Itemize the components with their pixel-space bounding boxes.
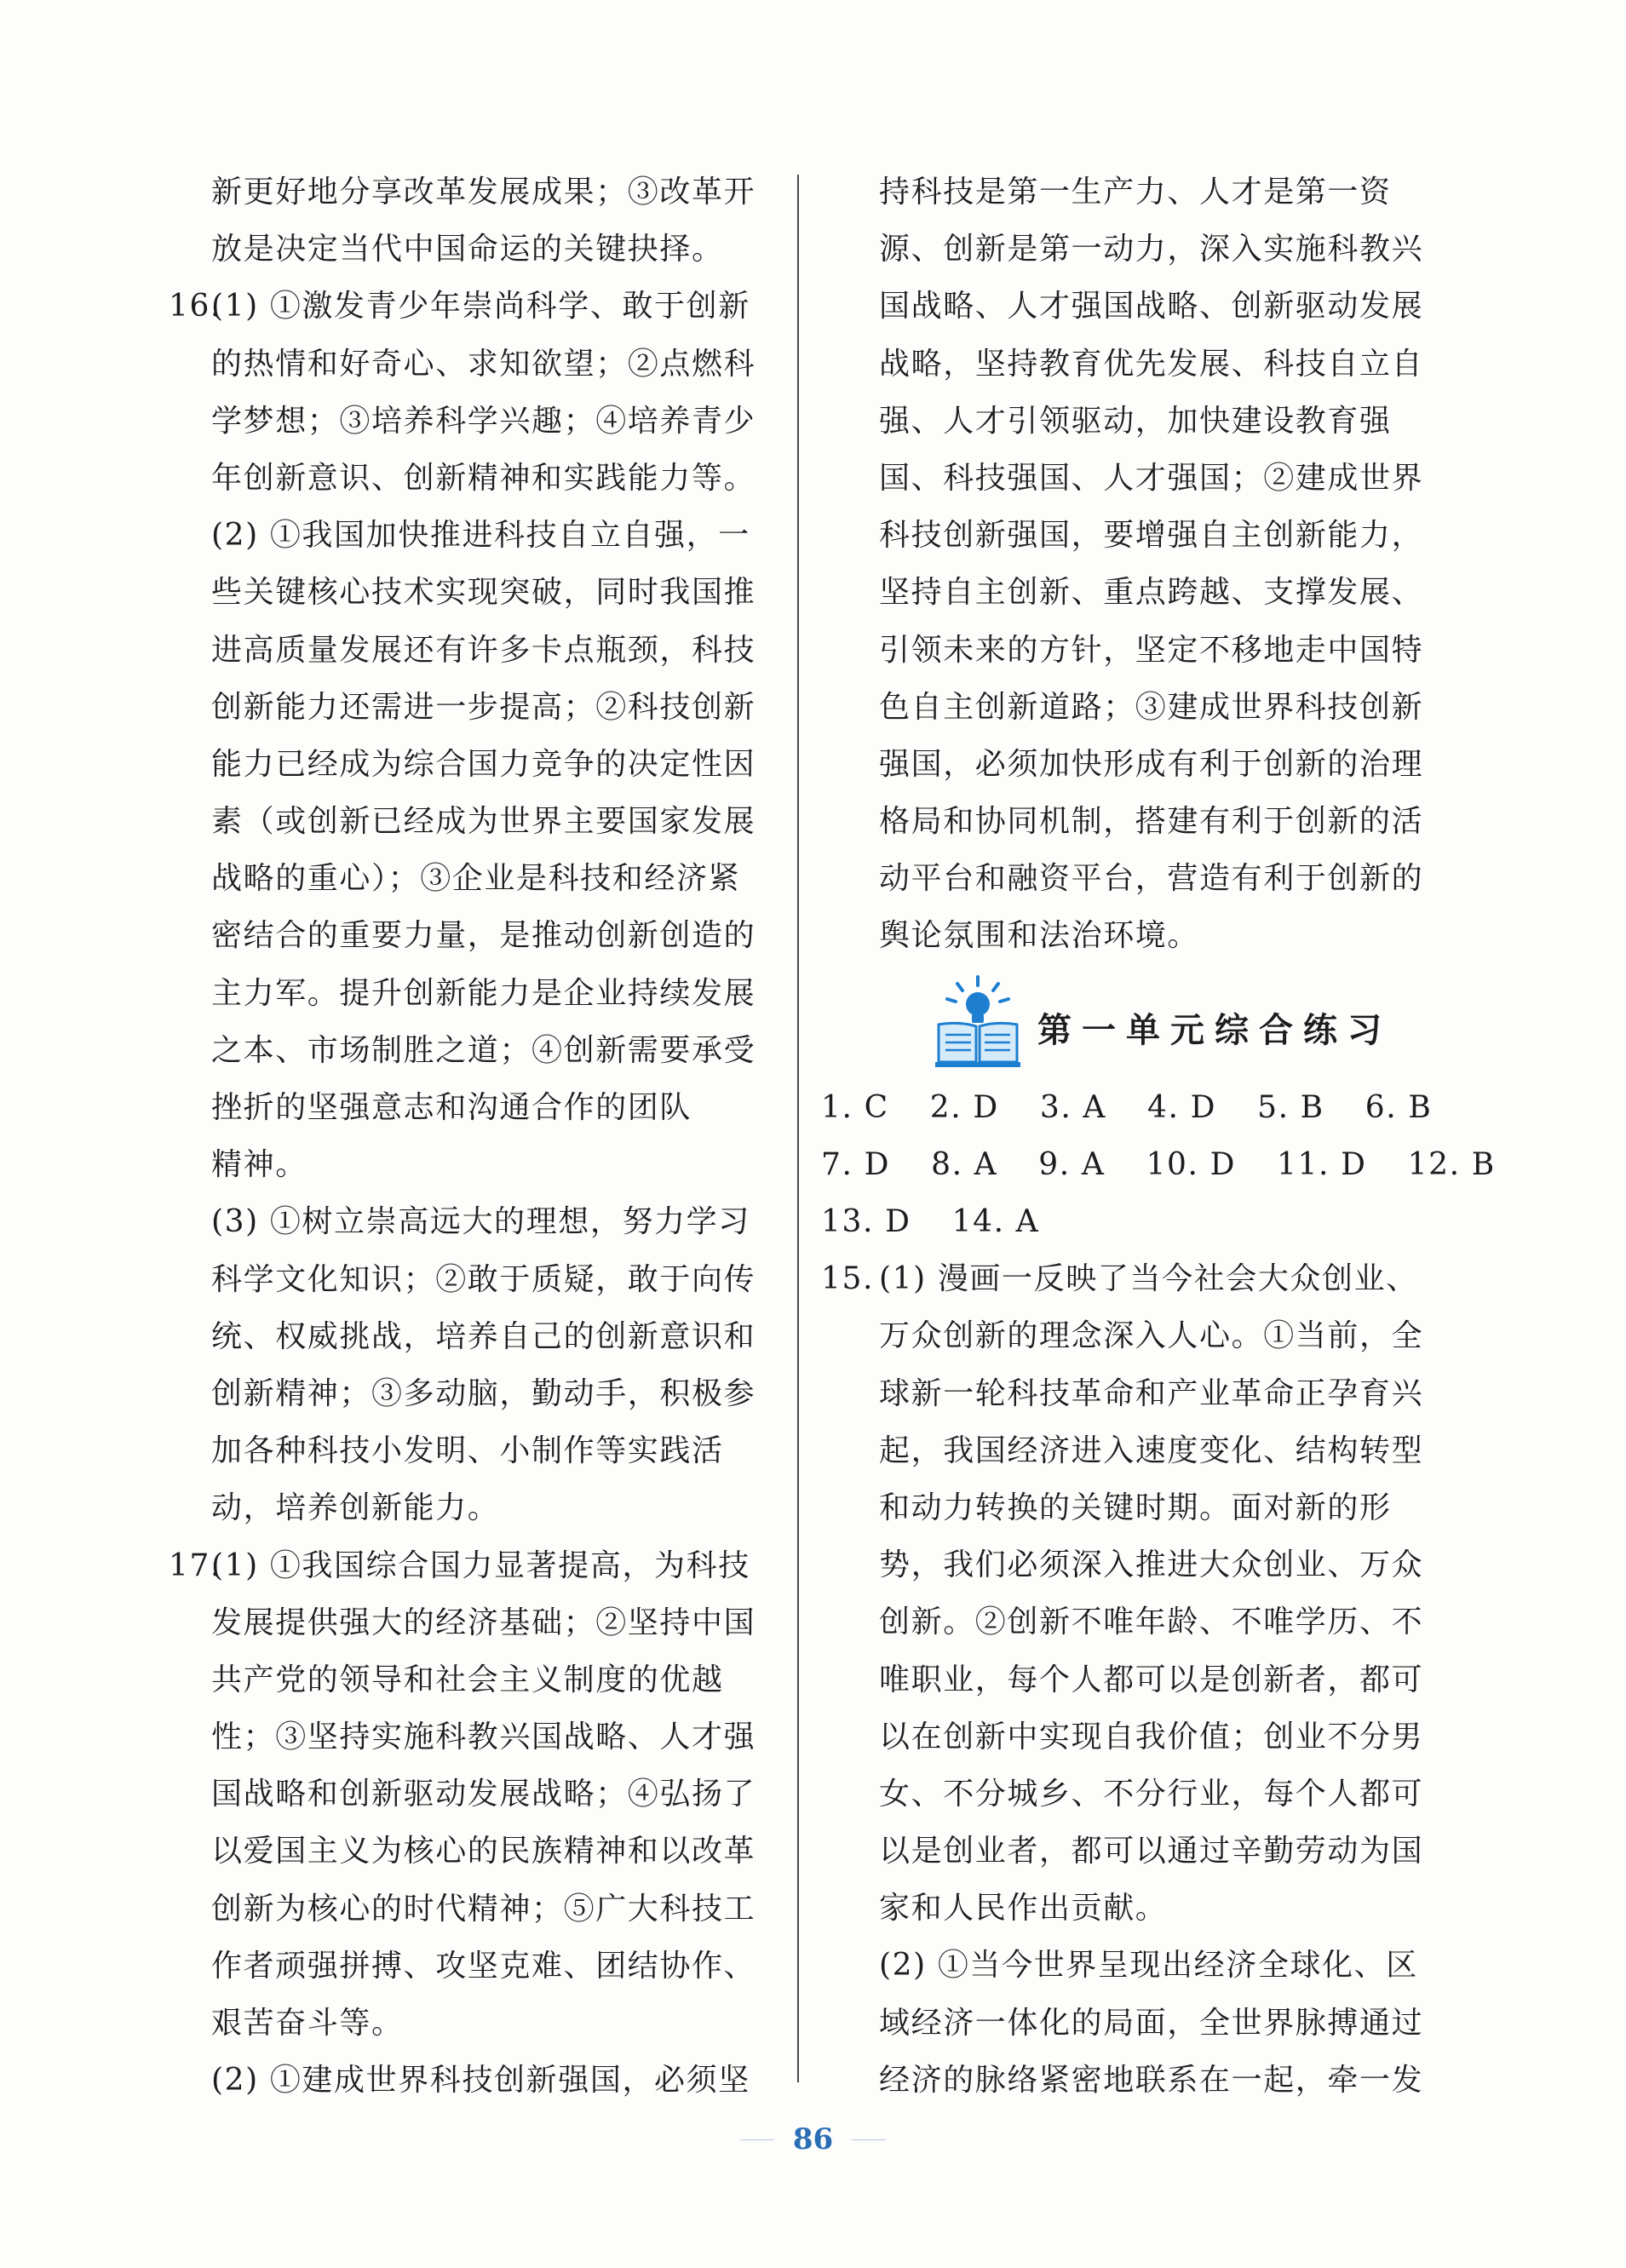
text-line: 格局和协同机制，搭建有利于创新的活 bbox=[879, 804, 1424, 840]
text-line: 经济的脉络紧密地联系在一起，牵一发 bbox=[879, 2062, 1424, 2098]
answer-item: 1. C bbox=[821, 1089, 889, 1125]
question-first-line bbox=[821, 1250, 1434, 1307]
text-line: 国战略和创新驱动发展战略；④弘扬了 bbox=[211, 1777, 756, 1812]
answer-item: 8. A bbox=[931, 1146, 998, 1182]
column-divider bbox=[797, 175, 799, 2082]
text-line: 源、创新是第一动力，深入实施科教兴 bbox=[879, 232, 1424, 267]
text-line: 放是决定当代中国命运的关键抉择。 bbox=[211, 232, 724, 267]
text-line: 年创新意识、创新精神和实践能力等。 bbox=[211, 460, 756, 496]
question-number: 17. bbox=[169, 1547, 222, 1583]
text-line: (2) ①我国加快推进科技自立自强，一 bbox=[211, 518, 750, 554]
answer-row bbox=[821, 1079, 1434, 1136]
page-number: 86 bbox=[792, 2122, 834, 2156]
question-17 bbox=[169, 1537, 765, 2110]
answer-item: 14. A bbox=[951, 1204, 1040, 1239]
text-line: 域经济一体化的局面，全世界脉搏通过 bbox=[879, 2005, 1424, 2041]
text-line: 发展提供强大的经济基础；②坚持中国 bbox=[211, 1605, 756, 1640]
text-line: 以在创新中实现自我价值；创业不分男 bbox=[879, 1719, 1424, 1754]
text-line: 的热情和好奇心、求知欲望；②点燃科 bbox=[211, 346, 756, 382]
text-line: 势，我们必须深入推进大众创业、万众 bbox=[879, 1547, 1424, 1583]
text-line: 以爱国主义为核心的民族精神和以改革 bbox=[211, 1834, 756, 1869]
text-line: 唯职业，每个人都可以是创新者，都可 bbox=[879, 1662, 1424, 1697]
text-line: 挫折的坚强意志和沟通合作的团队 bbox=[211, 1090, 692, 1125]
text-line: 加各种科技小发明、小制作等实践活 bbox=[211, 1433, 724, 1469]
right-column bbox=[821, 164, 1496, 2109]
answer-item: 13. D bbox=[821, 1204, 911, 1239]
text-line: (1) ①我国综合国力显著提高，为科技 bbox=[211, 1547, 750, 1583]
answer-row bbox=[821, 1136, 1496, 1193]
answer-item: 4. D bbox=[1147, 1089, 1217, 1125]
answer-item: 5. B bbox=[1257, 1089, 1324, 1125]
text-line: 创新为核心的时代精神；⑤广大科技工 bbox=[211, 1891, 756, 1926]
text-line: (3) ①树立崇高远大的理想，努力学习 bbox=[211, 1204, 750, 1240]
text-line: 创新能力还需进一步提高；②科技创新 bbox=[211, 689, 756, 725]
answer-item: 6. B bbox=[1365, 1089, 1433, 1125]
text-line: 女、不分城乡、不分行业，每个人都可 bbox=[879, 1776, 1424, 1812]
text-line: 艰苦奋斗等。 bbox=[211, 2006, 404, 2041]
text-line: (1) 漫画一反映了当今社会大众创业、 bbox=[879, 1261, 1418, 1297]
text-line: 色自主创新道路；③建成世界科技创新 bbox=[879, 689, 1424, 725]
open-book-lightbulb-icon bbox=[934, 973, 1022, 1069]
question-16 bbox=[169, 278, 765, 1536]
text-line: (2) ①建成世界科技创新强国，必须坚 bbox=[211, 2063, 750, 2099]
text-line: 坚持自主创新、重点跨越、支撑发展、 bbox=[879, 575, 1424, 611]
question-number: 15. bbox=[821, 1261, 875, 1297]
text-line: 起，我国经济进入速度变化、结构转型 bbox=[879, 1433, 1424, 1468]
answer-item: 3. A bbox=[1039, 1089, 1107, 1125]
text-line: 球新一轮科技革命和产业革命正孕育兴 bbox=[879, 1375, 1424, 1411]
question-first-line bbox=[169, 278, 765, 335]
text-line: 和动力转换的关键时期。面对新的形 bbox=[879, 1490, 1392, 1525]
text-line: 共产党的领导和社会主义制度的优越 bbox=[211, 1662, 724, 1697]
answer-item: 11. D bbox=[1277, 1146, 1367, 1182]
section-heading bbox=[821, 965, 1434, 1079]
text-line: 统、权威挑战，培养自己的创新意识和 bbox=[211, 1318, 756, 1354]
answer-item: 2. D bbox=[929, 1089, 999, 1125]
text-line: 强国，必须加快形成有利于创新的治理 bbox=[879, 746, 1424, 782]
text-line: 素（或创新已经成为世界主要国家发展 bbox=[211, 804, 756, 840]
text-line: 家和人民作出贡献。 bbox=[879, 1891, 1168, 1926]
choice-answers bbox=[821, 1079, 1496, 1251]
text-line: 国、科技强国、人才强国；②建成世界 bbox=[879, 460, 1424, 496]
answer-row bbox=[821, 1193, 1434, 1250]
section-title: 第一单元综合练习 bbox=[1037, 1010, 1392, 1050]
text-line: 国战略、人才强国战略、创新驱动发展 bbox=[879, 289, 1424, 324]
text-line: 之本、市场制胜之道；④创新需要承受 bbox=[211, 1032, 756, 1068]
text-line: 动，培养创新能力。 bbox=[211, 1490, 500, 1526]
text-line: 科技创新强国，要增强自主创新能力， bbox=[879, 518, 1424, 554]
text-line: 科学文化知识；②敢于质疑，敢于向传 bbox=[211, 1261, 756, 1297]
text-line: 作者顽强拼搏、攻坚克难、团结协作、 bbox=[211, 1948, 756, 1984]
question-15 bbox=[821, 1250, 1434, 2109]
answer-item: 9. A bbox=[1038, 1146, 1106, 1182]
text-line: 万众创新的理念深入人心。①当前，全 bbox=[879, 1318, 1424, 1354]
text-line: 进高质量发展还有许多卡点瓶颈，科技 bbox=[211, 632, 756, 668]
answer-item: 10. D bbox=[1146, 1146, 1237, 1182]
page-footer bbox=[0, 2122, 1626, 2156]
text-line: (1) ①激发青少年崇尚科学、敢于创新 bbox=[211, 289, 750, 324]
text-line: 强、人才引领驱动，加快建设教育强 bbox=[879, 403, 1392, 439]
text-line: 动平台和融资平台，营造有利于创新的 bbox=[879, 861, 1424, 897]
text-line: 引领未来的方针，坚定不移地走中国特 bbox=[879, 632, 1424, 668]
text-line: 战略，坚持教育优先发展、科技自立自 bbox=[879, 346, 1424, 382]
text-line: 战略的重心）；③企业是科技和经济紧 bbox=[211, 861, 741, 897]
question-first-line bbox=[169, 1537, 765, 1594]
text-line: 学梦想；③培养科学兴趣；④培养青少 bbox=[211, 403, 756, 439]
answer-item: 12. B bbox=[1407, 1146, 1496, 1182]
text-line: 新更好地分享改革发展成果；③改革开 bbox=[211, 175, 756, 210]
text-line: 创新。②创新不唯年龄、不唯学历、不 bbox=[879, 1605, 1424, 1640]
text-line: 持科技是第一生产力、人才是第一资 bbox=[879, 175, 1392, 210]
text-line: 主力军。提升创新能力是企业持续发展 bbox=[211, 975, 756, 1011]
question-number: 16. bbox=[169, 289, 222, 324]
left-column bbox=[169, 164, 765, 2109]
text-line: 密结合的重要力量，是推动创新创造的 bbox=[211, 918, 756, 954]
answer-item: 7. D bbox=[821, 1146, 891, 1182]
text-line: 精神。 bbox=[211, 1147, 307, 1183]
text-line: 能力已经成为综合国力竞争的决定性因 bbox=[211, 746, 756, 782]
text-line: (2) ①当今世界呈现出经济全球化、区 bbox=[879, 1948, 1418, 1984]
text-line: 以是创业者，都可以通过辛勤劳动为国 bbox=[879, 1834, 1424, 1869]
text-line: 创新精神；③多动脑，勤动手，积极参 bbox=[211, 1375, 756, 1411]
text-line: 舆论氛围和法治环境。 bbox=[879, 918, 1200, 954]
text-line: 些关键核心技术实现突破，同时我国推 bbox=[211, 575, 756, 611]
text-line: 性；③坚持实施科教兴国战略、人才强 bbox=[211, 1720, 756, 1755]
